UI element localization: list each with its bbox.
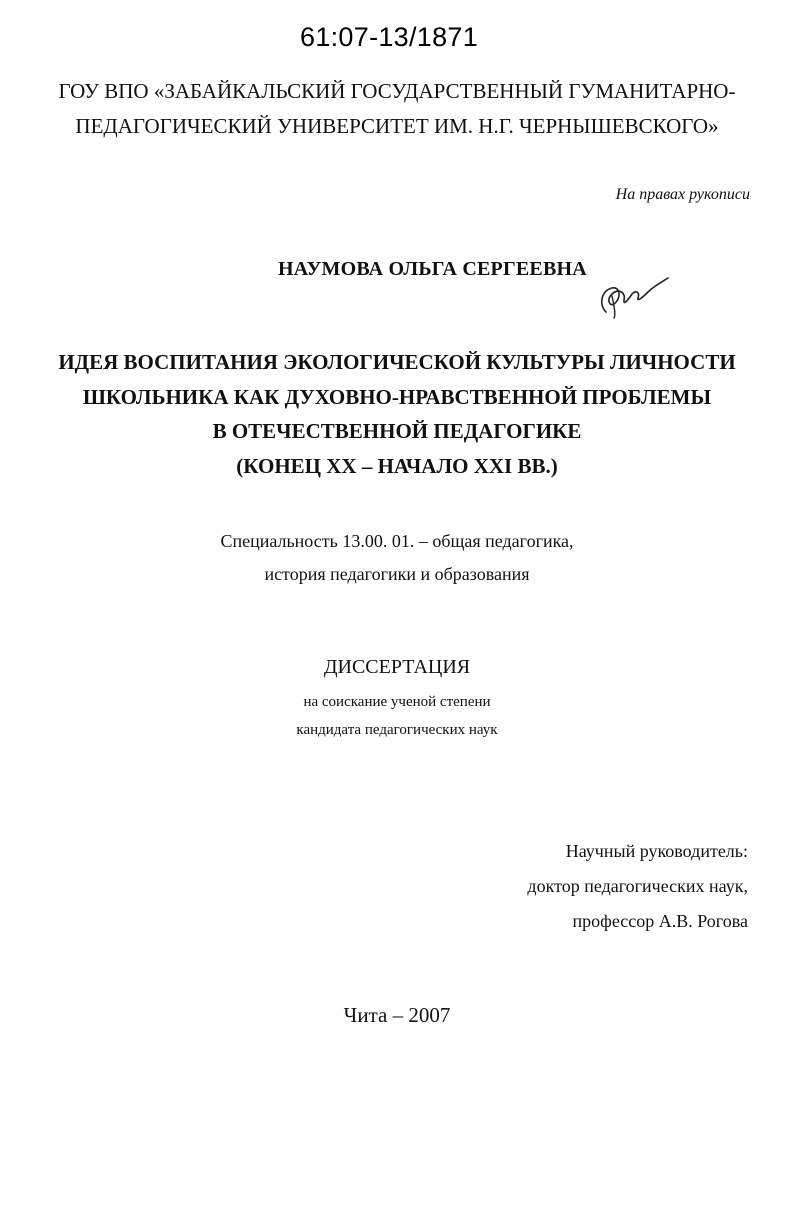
signature-icon	[592, 270, 672, 320]
degree-line-2: кандидата педагогических наук	[296, 722, 498, 738]
city-year: Чита – 2007	[343, 1003, 451, 1027]
supervisor-name: профессор А.В. Рогова	[572, 911, 748, 931]
title-line-4: (КОНЕЦ XX – НАЧАЛО XXI ВВ.)	[236, 454, 558, 478]
registry-code: 61:07-13/1871	[300, 22, 479, 52]
supervisor-degree: доктор педагогических наук,	[527, 876, 748, 896]
title-line-3: В ОТЕЧЕСТВЕННОЙ ПЕДАГОГИКЕ	[212, 419, 582, 443]
specialty-line-1: Специальность 13.00. 01. – общая педагогика,	[220, 531, 574, 551]
degree-line-1: на соискание ученой степени	[303, 694, 491, 710]
organization-line-1: ГОУ ВПО «ЗАБАЙКАЛЬСКИЙ ГОСУДАРСТВЕННЫЙ ГУМАНИТАРНО-	[58, 79, 736, 103]
organization-line-2: ПЕДАГОГИЧЕСКИЙ УНИВЕРСИТЕТ ИМ. Н.Г. ЧЕРНЫШЕВСКОГО»	[75, 114, 719, 138]
title-line-2: ШКОЛЬНИКА КАК ДУХОВНО-НРАВСТВЕННОЙ ПРОБЛЕМЫ	[82, 385, 712, 409]
supervisor-role: Научный руководитель:	[565, 841, 748, 861]
specialty-line-2: история педагогики и образования	[264, 564, 530, 584]
manuscript-rights-note: На правах рукописи	[615, 186, 750, 203]
dissertation-label: ДИССЕРТАЦИЯ	[323, 656, 471, 678]
title-line-1: ИДЕЯ ВОСПИТАНИЯ ЭКОЛОГИЧЕСКОЙ КУЛЬТУРЫ ЛИЧНОСТИ	[58, 350, 736, 374]
author-name: НАУМОВА ОЛЬГА СЕРГЕЕВНА	[278, 258, 587, 280]
